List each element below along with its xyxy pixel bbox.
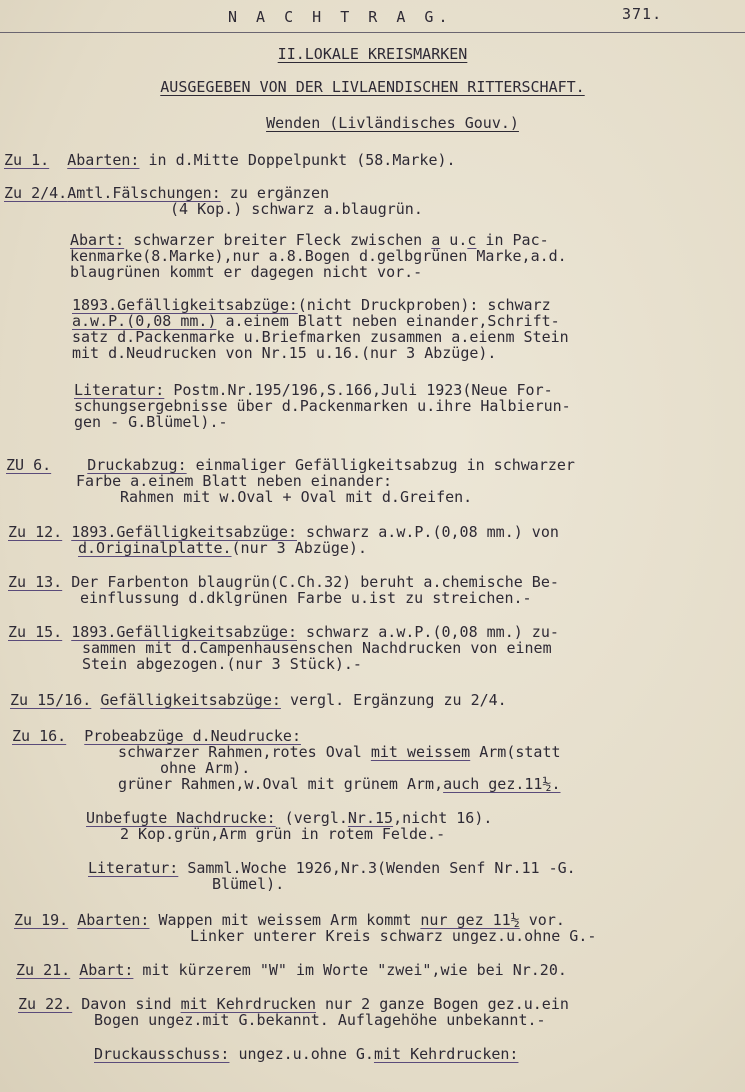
gefaelligkeit-1893-line3: satz d.Packenmarke u.Briefmarken zusammen a.eienm Stein <box>72 328 569 346</box>
entry-zu-19: Zu 19. Abarten: Wappen mit weissem Arm kommt nur gez 11½ vor. <box>14 911 565 929</box>
entry-zu-16-line2: schwarzer Rahmen,rotes Oval mit weissem Arm(statt <box>118 743 561 761</box>
entry-zu-12-line2: d.Originalplatte.(nur 3 Abzüge). <box>78 539 367 557</box>
entry-zu-15-line3: Stein abgezogen.(nur 3 Stück).- <box>82 655 362 673</box>
entry-zu-12: Zu 12. 1893.Gefälligkeitsabzüge: schwarz a.w.P.(0,08 mm.) von <box>8 523 559 541</box>
entry-zu-1: Zu 1. Abarten: in d.Mitte Doppelpunkt (58.Marke). <box>4 151 456 169</box>
entry-zu-16-line3: ohne Arm). <box>160 759 251 777</box>
entry-zu-6-line3: Rahmen mit w.Oval + Oval mit d.Greifen. <box>120 488 473 506</box>
entry-zu-21: Zu 21. Abart: mit kürzerem "W" im Worte "zwei",wie bei Nr.20. <box>16 961 567 979</box>
entry-zu-2-4: Zu 2/4.Amtl.Fälschungen: zu ergänzen <box>4 184 330 202</box>
abart-line3: blaugrünen kommt er dagegen nicht vor.- <box>70 263 423 281</box>
entry-zu-15: Zu 15. 1893.Gefälligkeitsabzüge: schwarz a.w.P.(0,08 mm.) zu- <box>8 623 559 641</box>
entry-zu-2-4-line2: (4 Kop.) schwarz a.blaugrün. <box>170 200 423 218</box>
druckausschuss-line: Druckausschuss: ungez.u.ohne G.mit Kehrdrucken: <box>94 1045 519 1063</box>
header-rule <box>0 32 745 33</box>
gefaelligkeit-1893-line2: a.w.P.(0,08 mm.) a.einem Blatt neben einander,Schrift- <box>72 312 560 330</box>
heading-ausgegeben: AUSGEGEBEN VON DER LIVLAENDISCHEN RITTERSCHAFT. <box>160 78 585 96</box>
entry-zu-22-line2: Bogen ungez.mit G.bekannt. Auflagehöhe unbekannt.- <box>94 1011 546 1029</box>
entry-zu-6: ZU 6. Druckabzug: einmaliger Gefälligkeitsabzug in schwarzer <box>6 456 575 474</box>
entry-zu-22: Zu 22. Davon sind mit Kehrdrucken nur 2 ganze Bogen gez.u.ein <box>18 995 569 1013</box>
entry-zu-16: Zu 16. Probeabzüge d.Neudrucke: <box>12 727 301 745</box>
unbefugte-nachdrucke-line2: 2 Kop.grün,Arm grün in rotem Felde.- <box>120 825 446 843</box>
abart-line2: kenmarke(8.Marke),nur a.8.Bogen d.gelbgrünen Marke,a.d. <box>70 247 567 265</box>
entry-zu-15-line2: sammen mit d.Campenhausenschen Nachdrucken von einem <box>82 639 552 657</box>
gefaelligkeit-1893-line4: mit d.Neudrucken von Nr.15 u.16.(nur 3 Abzüge). <box>72 344 497 362</box>
page-header-title: N A C H T R A G. <box>228 8 453 26</box>
abart-line1: Abart: schwarzer breiter Fleck zwischen a u.c in Pac- <box>70 231 549 249</box>
heading-wenden: Wenden (Livländisches Gouv.) <box>266 114 519 132</box>
literatur-1-line3: gen - G.Blümel).- <box>74 413 228 431</box>
gefaelligkeit-1893-line1: 1893.Gefälligkeitsabzüge:(nicht Druckproben): schwarz <box>72 296 551 314</box>
entry-zu-13-line2: einflussung d.dklgrünen Farbe u.ist zu streichen.- <box>80 589 532 607</box>
page-number: 371. <box>622 5 663 23</box>
literatur-1-line2: schungsergebnisse über d.Packenmarken u.ihre Halbierun- <box>74 397 571 415</box>
entry-zu-19-line2: Linker unterer Kreis schwarz ungez.u.ohne G.- <box>190 927 597 945</box>
literatur-2-line2: Blümel). <box>212 875 285 893</box>
literatur-2-line1: Literatur: Samml.Woche 1926,Nr.3(Wenden Senf Nr.11 -G. <box>88 859 576 877</box>
entry-zu-13: Zu 13. Der Farbenton blaugrün(C.Ch.32) beruht a.chemische Be- <box>8 573 559 591</box>
entry-zu-15-16: Zu 15/16. Gefälligkeitsabzüge: vergl. Ergänzung zu 2/4. <box>10 691 507 709</box>
literatur-1-line1: Literatur: Postm.Nr.195/196,S.166,Juli 1923(Neue For- <box>74 381 553 399</box>
entry-zu-16-line4: grüner Rahmen,w.Oval mit grünem Arm,auch gez.11½. <box>118 775 561 793</box>
heading-lokale-kreismarken: II.LOKALE KREISMARKEN <box>277 45 468 63</box>
entry-zu-6-line2: Farbe a.einem Blatt neben einander: <box>76 472 393 490</box>
unbefugte-nachdrucke-line1: Unbefugte Nachdrucke: (vergl.Nr.15,nicht 16). <box>86 809 493 827</box>
